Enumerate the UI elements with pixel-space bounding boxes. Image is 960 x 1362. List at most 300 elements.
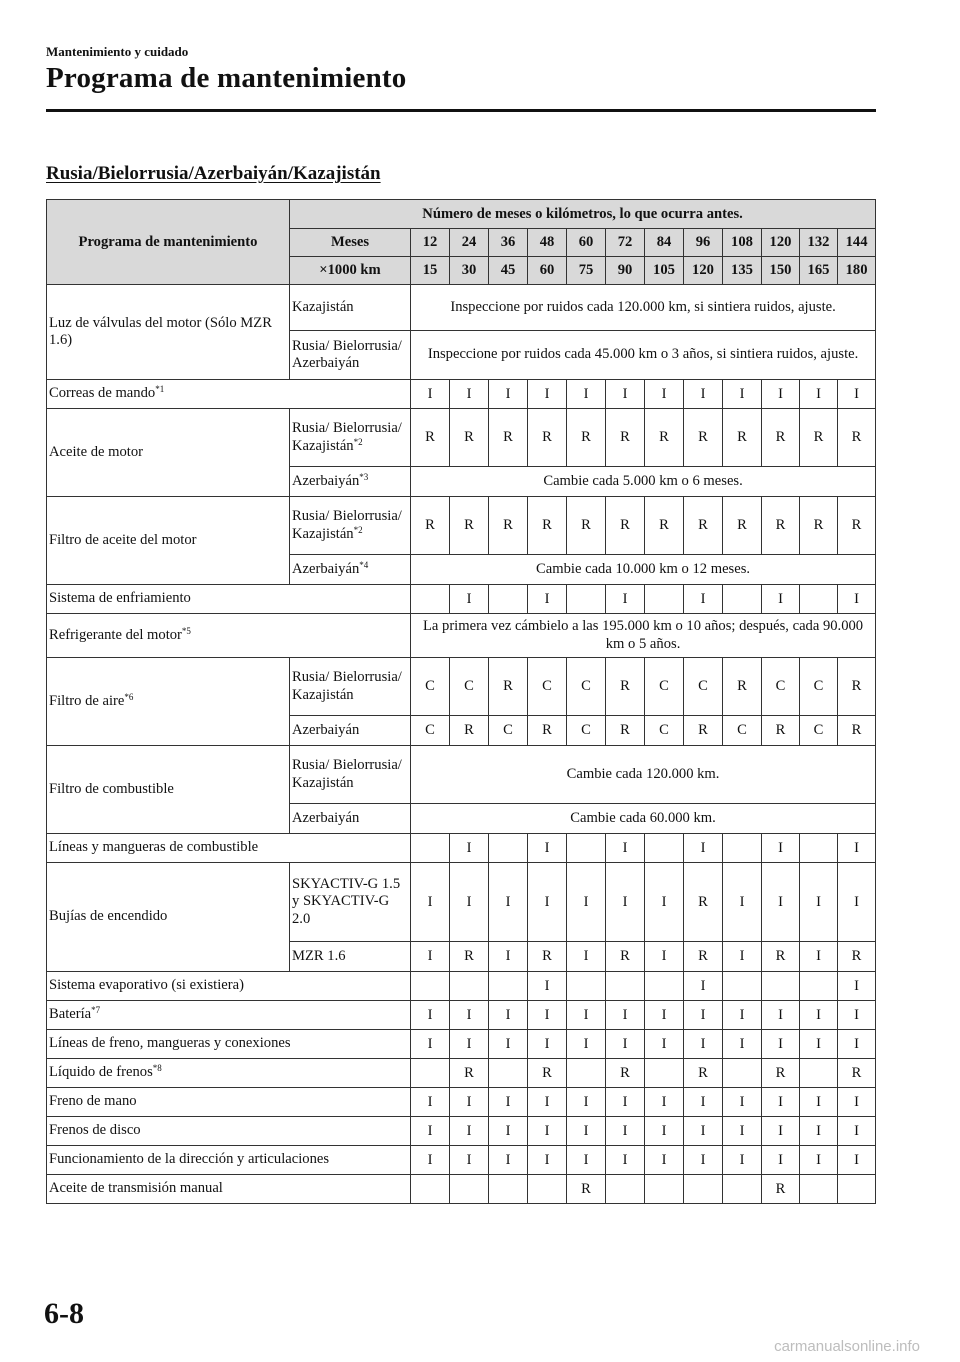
schedule-cell: R xyxy=(489,497,528,555)
page-title: Programa de mantenimiento xyxy=(46,62,407,94)
schedule-cell: I xyxy=(606,1146,645,1175)
schedule-cell: I xyxy=(684,1030,723,1059)
schedule-cell xyxy=(528,1175,567,1204)
schedule-cell: I xyxy=(762,1146,800,1175)
schedule-row xyxy=(47,614,876,658)
schedule-cell: R xyxy=(528,1059,567,1088)
schedule-cell xyxy=(411,972,450,1001)
schedule-cell: I xyxy=(838,834,876,863)
schedule-cell xyxy=(800,1175,838,1204)
schedule-cell xyxy=(723,1175,762,1204)
schedule-cell: I xyxy=(411,942,450,972)
footnote-marker: *2 xyxy=(353,524,363,535)
schedule-cell: I xyxy=(489,380,528,409)
schedule-cell: C xyxy=(723,716,762,746)
month-header: 108 xyxy=(723,229,762,257)
region-label xyxy=(290,409,411,467)
month-header: 132 xyxy=(800,229,838,257)
schedule-cell: I xyxy=(838,863,876,942)
schedule-cell: I xyxy=(489,1030,528,1059)
schedule-cell: I xyxy=(762,585,800,614)
maintenance-item xyxy=(47,497,290,585)
schedule-cell: I xyxy=(838,380,876,409)
schedule-cell: I xyxy=(606,1001,645,1030)
schedule-cell xyxy=(489,1175,528,1204)
maintenance-item-text: Freno de mano xyxy=(49,1093,137,1110)
footnote-marker: *2 xyxy=(353,436,363,447)
schedule-cell xyxy=(800,834,838,863)
schedule-cell: I xyxy=(800,942,838,972)
page-number: 6-8 xyxy=(44,1297,84,1330)
schedule-cell: C xyxy=(450,658,489,716)
schedule-row xyxy=(47,746,876,804)
schedule-cell: I xyxy=(723,380,762,409)
schedule-cell: R xyxy=(838,942,876,972)
schedule-note: Cambie cada 10.000 km o 12 meses. xyxy=(411,555,876,585)
schedule-cell: I xyxy=(723,1117,762,1146)
schedule-cell: R xyxy=(684,409,723,467)
schedule-cell: I xyxy=(838,1001,876,1030)
maintenance-schedule-table xyxy=(46,199,876,1204)
maintenance-item xyxy=(47,614,411,658)
schedule-note: Inspeccione por ruidos cada 120.000 km, si sintiera ruidos, ajuste. xyxy=(411,285,876,331)
schedule-cell: C xyxy=(800,658,838,716)
schedule-cell: I xyxy=(411,1030,450,1059)
schedule-cell xyxy=(411,1175,450,1204)
schedule-cell: I xyxy=(723,1001,762,1030)
maintenance-item-text: Funcionamiento de la dirección y articulaciones xyxy=(49,1151,330,1168)
region-label-text: Rusia/ Bielorrusia/ Kazajistán xyxy=(292,669,402,703)
maintenance-item xyxy=(47,1088,411,1117)
schedule-cell: I xyxy=(606,1088,645,1117)
maintenance-item-text: Líneas y mangueras de combustible xyxy=(49,839,259,856)
schedule-cell: I xyxy=(645,1146,684,1175)
schedule-cell xyxy=(489,1059,528,1088)
maintenance-item-text: Filtro de aire xyxy=(49,692,125,709)
schedule-cell xyxy=(838,1175,876,1204)
schedule-cell: C xyxy=(411,716,450,746)
footnote-marker: *8 xyxy=(152,1063,162,1074)
schedule-cell xyxy=(567,834,606,863)
schedule-cell: I xyxy=(567,1117,606,1146)
schedule-cell xyxy=(489,585,528,614)
schedule-cell: R xyxy=(723,658,762,716)
schedule-cell xyxy=(723,585,762,614)
schedule-cell: R xyxy=(684,863,723,942)
schedule-cell: R xyxy=(606,497,645,555)
schedule-cell: I xyxy=(489,1001,528,1030)
region-label xyxy=(290,467,411,497)
maintenance-item-text: Líquido de frenos xyxy=(49,1064,153,1081)
schedule-cell: I xyxy=(450,834,489,863)
schedule-cell: R xyxy=(645,497,684,555)
schedule-cell: I xyxy=(450,1030,489,1059)
schedule-cell: I xyxy=(838,1117,876,1146)
schedule-note: Cambie cada 60.000 km. xyxy=(411,804,876,834)
region-label-text: Rusia/ Bielorrusia/ Azerbaiyán xyxy=(292,337,402,371)
schedule-cell xyxy=(800,585,838,614)
region-label-text: Rusia/ Bielorrusia/ Kazajistán xyxy=(292,757,402,791)
km-label: ×1000 km xyxy=(290,257,411,285)
maintenance-item-text: Filtro de aceite del motor xyxy=(49,531,197,548)
maintenance-item xyxy=(47,380,411,409)
schedule-cell: I xyxy=(723,942,762,972)
schedule-cell: I xyxy=(489,863,528,942)
corner-header: Programa de mantenimiento xyxy=(47,200,290,285)
schedule-cell: I xyxy=(645,1088,684,1117)
km-header: 15 xyxy=(411,257,450,285)
month-header: 36 xyxy=(489,229,528,257)
schedule-cell: I xyxy=(411,1117,450,1146)
maintenance-item-text: Aceite de transmisión manual xyxy=(49,1180,223,1197)
schedule-cell xyxy=(645,972,684,1001)
schedule-row xyxy=(47,1001,876,1030)
region-label xyxy=(290,942,411,972)
schedule-cell: R xyxy=(762,1059,800,1088)
schedule-cell: R xyxy=(684,716,723,746)
schedule-cell: I xyxy=(762,834,800,863)
schedule-cell: I xyxy=(838,972,876,1001)
schedule-cell: I xyxy=(684,1001,723,1030)
schedule-cell: R xyxy=(450,1059,489,1088)
schedule-cell: I xyxy=(567,1088,606,1117)
footnote-marker: *7 xyxy=(91,1005,101,1016)
schedule-cell: R xyxy=(489,409,528,467)
schedule-cell: R xyxy=(762,716,800,746)
km-header: 135 xyxy=(723,257,762,285)
schedule-cell xyxy=(606,972,645,1001)
schedule-cell: I xyxy=(645,1117,684,1146)
region-label-text: SKYACTIV-G 1.5 y SKYACTIV-G 2.0 xyxy=(292,876,401,927)
km-header: 105 xyxy=(645,257,684,285)
schedule-cell: R xyxy=(838,1059,876,1088)
schedule-cell: R xyxy=(450,497,489,555)
schedule-cell: I xyxy=(450,1117,489,1146)
maintenance-item-text: Refrigerante del motor xyxy=(49,626,182,643)
schedule-cell: I xyxy=(645,863,684,942)
schedule-cell: I xyxy=(528,972,567,1001)
schedule-row xyxy=(47,972,876,1001)
maintenance-item xyxy=(47,863,290,972)
schedule-cell: R xyxy=(723,409,762,467)
schedule-cell: I xyxy=(411,863,450,942)
schedule-cell: I xyxy=(450,380,489,409)
schedule-cell: C xyxy=(567,716,606,746)
schedule-cell: R xyxy=(838,409,876,467)
schedule-note: La primera vez cámbielo a las 195.000 km o 10 años; después, cada 90.000 km o 5 años. xyxy=(411,614,876,658)
km-header: 30 xyxy=(450,257,489,285)
schedule-cell: I xyxy=(645,1030,684,1059)
schedule-cell xyxy=(567,1059,606,1088)
month-header: 24 xyxy=(450,229,489,257)
schedule-cell xyxy=(800,972,838,1001)
schedule-cell: R xyxy=(800,497,838,555)
schedule-cell xyxy=(489,972,528,1001)
schedule-cell: R xyxy=(528,942,567,972)
schedule-cell: R xyxy=(567,409,606,467)
schedule-cell: C xyxy=(762,658,800,716)
schedule-cell xyxy=(762,972,800,1001)
footnote-marker: *6 xyxy=(124,691,134,702)
maintenance-item-text: Sistema de enfriamiento xyxy=(49,590,191,607)
schedule-cell: I xyxy=(645,1001,684,1030)
schedule-cell: I xyxy=(528,1001,567,1030)
schedule-note: Inspeccione por ruidos cada 45.000 km o 3 años, si sintiera ruidos, ajuste. xyxy=(411,331,876,380)
schedule-cell: R xyxy=(684,497,723,555)
region-label xyxy=(290,804,411,834)
region-label-text: Rusia/ Bielorrusia/ Kazajistán xyxy=(292,420,402,454)
schedule-cell: I xyxy=(723,1088,762,1117)
schedule-cell: I xyxy=(606,585,645,614)
schedule-cell: I xyxy=(684,585,723,614)
schedule-cell: I xyxy=(528,1146,567,1175)
schedule-cell: R xyxy=(450,716,489,746)
maintenance-item-text: Bujías de encendido xyxy=(49,908,168,925)
schedule-cell: I xyxy=(800,1088,838,1117)
schedule-note: Cambie cada 5.000 km o 6 meses. xyxy=(411,467,876,497)
schedule-cell: I xyxy=(450,863,489,942)
km-header: 90 xyxy=(606,257,645,285)
region-label xyxy=(290,716,411,746)
schedule-cell xyxy=(450,972,489,1001)
region-label-text: Azerbaiyán xyxy=(292,560,360,577)
schedule-cell: R xyxy=(684,942,723,972)
schedule-cell: I xyxy=(800,1146,838,1175)
month-header: 48 xyxy=(528,229,567,257)
schedule-cell: R xyxy=(528,716,567,746)
schedule-row xyxy=(47,497,876,555)
month-header: 12 xyxy=(411,229,450,257)
schedule-cell: I xyxy=(723,1146,762,1175)
schedule-cell: I xyxy=(528,380,567,409)
km-header: 180 xyxy=(838,257,876,285)
schedule-cell: I xyxy=(528,1088,567,1117)
schedule-cell xyxy=(645,1175,684,1204)
schedule-cell: I xyxy=(450,1088,489,1117)
schedule-cell: R xyxy=(411,497,450,555)
schedule-row xyxy=(47,1146,876,1175)
region-label xyxy=(290,863,411,942)
maintenance-item-text: Correas de mando xyxy=(49,385,156,402)
month-header: 96 xyxy=(684,229,723,257)
month-header: 72 xyxy=(606,229,645,257)
footnote-marker: *3 xyxy=(359,471,369,482)
schedule-cell: I xyxy=(684,972,723,1001)
maintenance-item xyxy=(47,834,411,863)
schedule-cell: I xyxy=(645,942,684,972)
schedule-cell: I xyxy=(411,380,450,409)
schedule-cell: I xyxy=(800,1117,838,1146)
km-header: 60 xyxy=(528,257,567,285)
maintenance-item-text: Filtro de combustible xyxy=(49,780,174,797)
schedule-cell: I xyxy=(528,585,567,614)
schedule-note: Cambie cada 120.000 km. xyxy=(411,746,876,804)
maintenance-item xyxy=(47,1117,411,1146)
schedule-row xyxy=(47,1117,876,1146)
schedule-cell: I xyxy=(489,1088,528,1117)
schedule-cell: C xyxy=(411,658,450,716)
schedule-cell xyxy=(723,972,762,1001)
schedule-cell: R xyxy=(606,716,645,746)
schedule-cell: C xyxy=(645,716,684,746)
schedule-cell xyxy=(684,1175,723,1204)
schedule-cell: I xyxy=(762,863,800,942)
schedule-cell: I xyxy=(800,380,838,409)
schedule-cell: R xyxy=(684,1059,723,1088)
schedule-cell: C xyxy=(684,658,723,716)
schedule-cell xyxy=(800,1059,838,1088)
watermark: carmanualsonline.info xyxy=(774,1338,920,1355)
region-label-text: Azerbaiyán xyxy=(292,809,360,826)
interval-caption: Número de meses o kilómetros, lo que ocurra antes. xyxy=(290,200,876,229)
maintenance-item xyxy=(47,1146,411,1175)
region-label xyxy=(290,285,411,331)
schedule-cell: I xyxy=(684,1088,723,1117)
schedule-row xyxy=(47,863,876,942)
maintenance-item-text: Aceite de motor xyxy=(49,443,144,460)
schedule-cell: R xyxy=(450,942,489,972)
schedule-cell: I xyxy=(606,834,645,863)
region-label-text: Azerbaiyán xyxy=(292,721,360,738)
schedule-cell: I xyxy=(838,1030,876,1059)
schedule-row xyxy=(47,658,876,716)
schedule-cell: I xyxy=(800,863,838,942)
maintenance-item xyxy=(47,1030,411,1059)
region-label xyxy=(290,658,411,716)
km-header: 165 xyxy=(800,257,838,285)
schedule-cell: R xyxy=(838,658,876,716)
schedule-cell: I xyxy=(762,380,800,409)
region-label-text: Azerbaiyán xyxy=(292,472,360,489)
schedule-cell: R xyxy=(606,942,645,972)
schedule-row xyxy=(47,1030,876,1059)
schedule-cell xyxy=(411,1059,450,1088)
month-header: 144 xyxy=(838,229,876,257)
schedule-cell: I xyxy=(411,1001,450,1030)
schedule-cell: R xyxy=(762,497,800,555)
schedule-cell: C xyxy=(645,658,684,716)
schedule-cell: I xyxy=(800,1001,838,1030)
schedule-cell: I xyxy=(838,1088,876,1117)
schedule-row xyxy=(47,380,876,409)
schedule-cell: I xyxy=(762,1117,800,1146)
maintenance-item-text: Luz de válvulas del motor (Sólo MZR 1.6) xyxy=(49,314,272,348)
schedule-cell xyxy=(723,834,762,863)
title-rule xyxy=(46,109,876,112)
schedule-cell: R xyxy=(567,1175,606,1204)
maintenance-item-text: Líneas de freno, mangueras y conexiones xyxy=(49,1035,291,1052)
maintenance-item xyxy=(47,658,290,746)
schedule-cell: I xyxy=(723,1030,762,1059)
schedule-cell: R xyxy=(762,409,800,467)
schedule-row xyxy=(47,585,876,614)
schedule-row xyxy=(47,1059,876,1088)
schedule-cell xyxy=(450,1175,489,1204)
maintenance-item xyxy=(47,1059,411,1088)
schedule-row xyxy=(47,285,876,331)
maintenance-item-text: Sistema evaporativo (si existiera) xyxy=(49,977,244,994)
schedule-cell: R xyxy=(528,409,567,467)
schedule-cell: I xyxy=(567,1001,606,1030)
schedule-cell: R xyxy=(528,497,567,555)
maintenance-item xyxy=(47,285,290,380)
schedule-cell xyxy=(567,972,606,1001)
maintenance-item-text: Batería xyxy=(49,1006,92,1023)
schedule-cell: I xyxy=(645,380,684,409)
schedule-cell: I xyxy=(762,1088,800,1117)
schedule-cell: R xyxy=(606,658,645,716)
maintenance-item xyxy=(47,1175,411,1204)
schedule-cell: I xyxy=(489,1117,528,1146)
region-label-text: Kazajistán xyxy=(292,298,354,315)
schedule-cell: R xyxy=(762,1175,800,1204)
schedule-cell: I xyxy=(528,834,567,863)
schedule-cell: I xyxy=(838,1146,876,1175)
schedule-cell xyxy=(411,834,450,863)
schedule-cell: I xyxy=(606,863,645,942)
schedule-cell: I xyxy=(450,1146,489,1175)
maintenance-item xyxy=(47,1001,411,1030)
schedule-cell: I xyxy=(567,1030,606,1059)
footnote-marker: *1 xyxy=(155,384,165,395)
schedule-cell: I xyxy=(489,942,528,972)
schedule-cell: C xyxy=(528,658,567,716)
km-header: 45 xyxy=(489,257,528,285)
schedule-cell: R xyxy=(489,658,528,716)
maintenance-item xyxy=(47,972,411,1001)
schedule-cell: I xyxy=(800,1030,838,1059)
region-label-text: MZR 1.6 xyxy=(292,947,346,964)
schedule-cell: R xyxy=(567,497,606,555)
schedule-cell: R xyxy=(606,1059,645,1088)
schedule-cell: C xyxy=(567,658,606,716)
footnote-marker: *4 xyxy=(359,559,369,570)
schedule-cell: C xyxy=(800,716,838,746)
km-header: 150 xyxy=(762,257,800,285)
schedule-cell: R xyxy=(800,409,838,467)
schedule-cell: R xyxy=(450,409,489,467)
schedule-cell: I xyxy=(528,863,567,942)
schedule-cell xyxy=(645,1059,684,1088)
schedule-row xyxy=(47,1175,876,1204)
schedule-row xyxy=(47,409,876,467)
schedule-cell: I xyxy=(450,585,489,614)
schedule-cell: R xyxy=(762,942,800,972)
schedule-cell xyxy=(645,585,684,614)
schedule-cell: C xyxy=(489,716,528,746)
footnote-marker: *5 xyxy=(181,625,191,636)
month-header: 84 xyxy=(645,229,684,257)
maintenance-item-text: Frenos de disco xyxy=(49,1122,141,1139)
region-label xyxy=(290,746,411,804)
region-label xyxy=(290,331,411,380)
schedule-cell xyxy=(645,834,684,863)
schedule-cell: R xyxy=(838,716,876,746)
schedule-cell: I xyxy=(838,585,876,614)
region-label-text: Rusia/ Bielorrusia/ Kazajistán xyxy=(292,508,402,542)
schedule-cell: I xyxy=(567,1146,606,1175)
schedule-cell: I xyxy=(567,863,606,942)
schedule-cell: I xyxy=(684,1117,723,1146)
km-header: 75 xyxy=(567,257,606,285)
section-label: Mantenimiento y cuidado xyxy=(46,44,189,59)
schedule-cell: I xyxy=(762,1001,800,1030)
schedule-cell: R xyxy=(645,409,684,467)
month-header: 60 xyxy=(567,229,606,257)
region-label xyxy=(290,497,411,555)
schedule-row xyxy=(47,1088,876,1117)
schedule-cell: I xyxy=(567,380,606,409)
